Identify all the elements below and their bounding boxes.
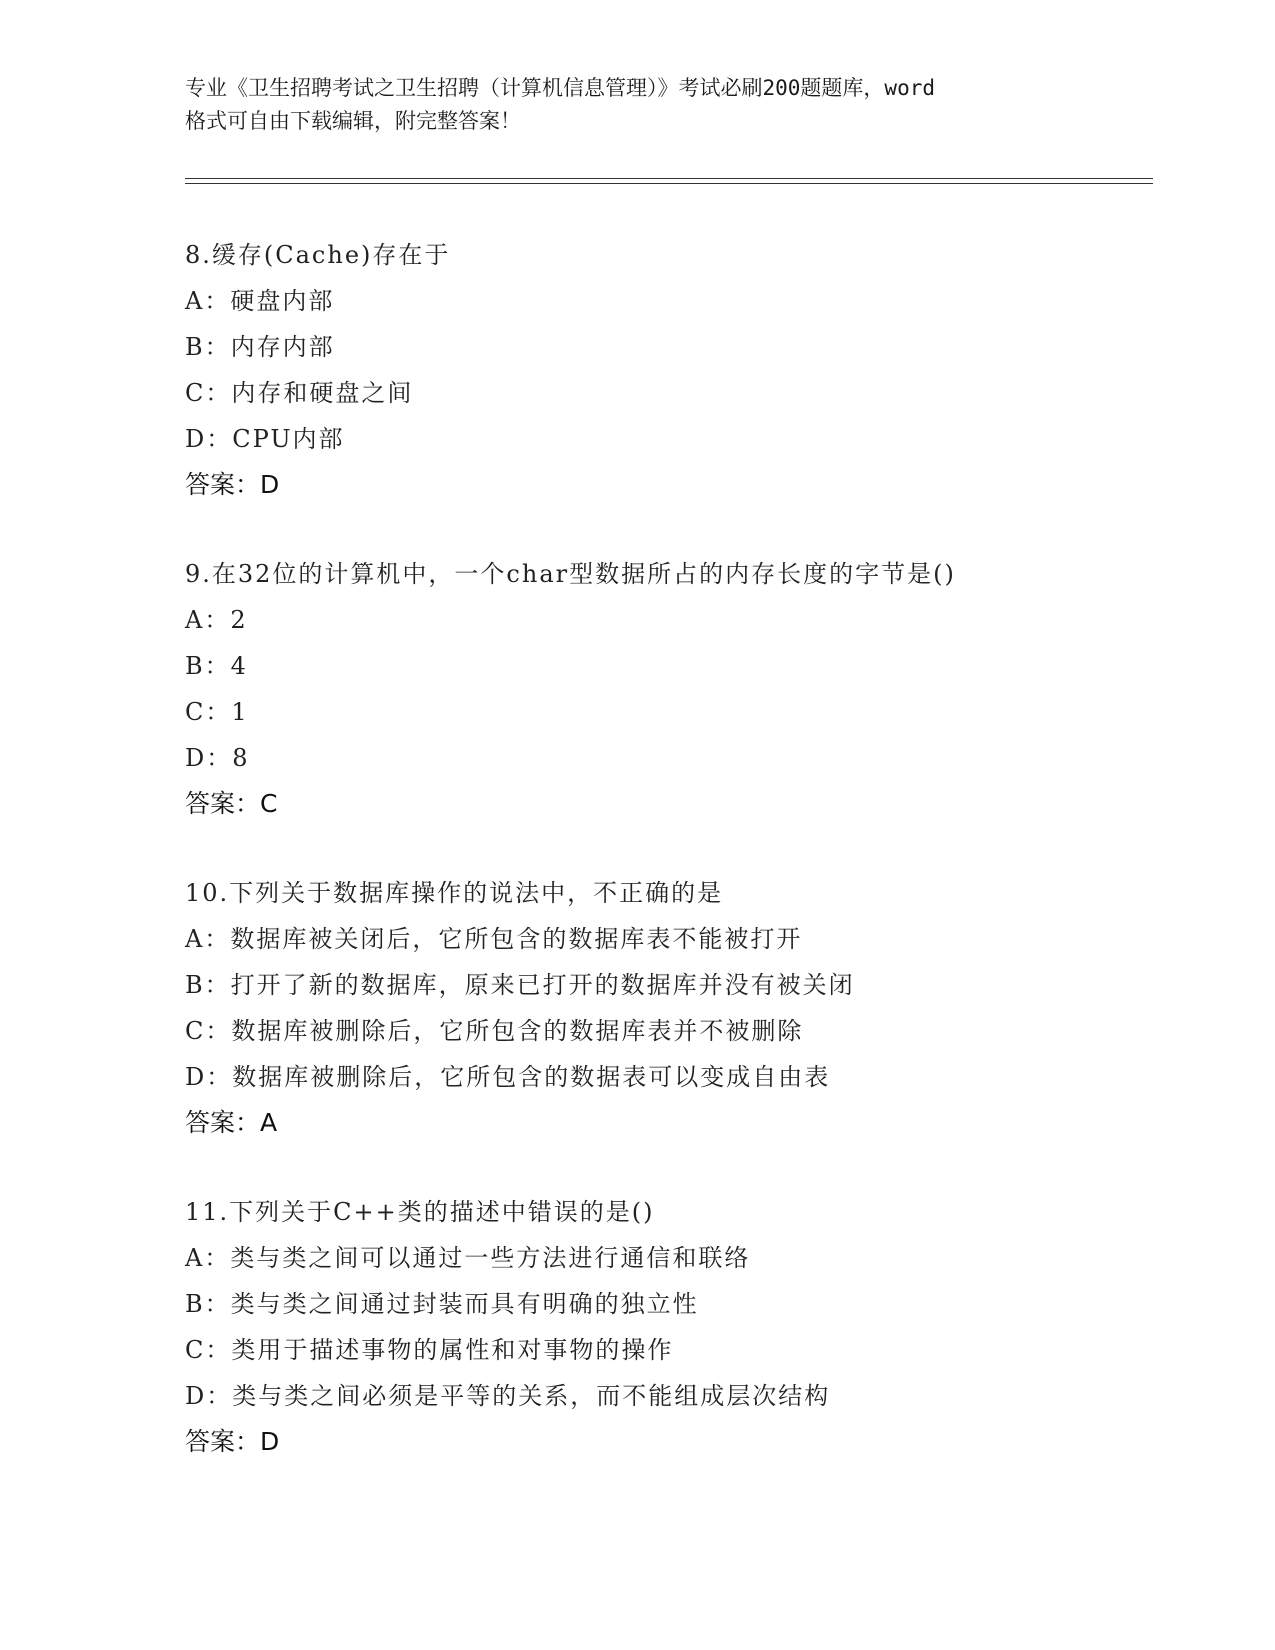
header-line-1: 专业《卫生招聘考试之卫生招聘（计算机信息管理）》考试必刷200题题库，word xyxy=(185,76,935,100)
question-stem: 10.下列关于数据库操作的说法中，不正确的是 xyxy=(185,879,724,907)
question-10 xyxy=(185,870,1145,1146)
option-d: D：数据库被删除后，它所包含的数据表可以变成自由表 xyxy=(185,1063,831,1091)
question-9 xyxy=(185,551,1145,827)
option-b: B：打开了新的数据库，原来已打开的数据库并没有被关闭 xyxy=(185,971,855,999)
document-header xyxy=(185,72,1085,138)
option-a: A：2 xyxy=(185,606,248,634)
answer-line: 答案：D xyxy=(185,1427,280,1456)
question-stem: 9.在32位的计算机中，一个char型数据所占的内存长度的字节是() xyxy=(185,560,956,588)
option-c: C：数据库被删除后，它所包含的数据库表并不被删除 xyxy=(185,1017,804,1045)
option-d: D：8 xyxy=(185,744,250,772)
question-stem: 8.缓存(Cache)存在于 xyxy=(185,241,451,269)
option-b: B：类与类之间通过封装而具有明确的独立性 xyxy=(185,1290,699,1318)
answer-line: 答案：D xyxy=(185,470,280,499)
option-d: D：CPU内部 xyxy=(185,425,345,453)
option-c: C：内存和硬盘之间 xyxy=(185,379,414,407)
question-stem: 11.下列关于C++类的描述中错误的是() xyxy=(185,1198,655,1226)
option-c: C：1 xyxy=(185,698,249,726)
option-a: A：类与类之间可以通过一些方法进行通信和联络 xyxy=(185,1244,751,1272)
header-divider-bottom xyxy=(185,183,1153,184)
question-8 xyxy=(185,232,1145,508)
option-d: D：类与类之间必须是平等的关系，而不能组成层次结构 xyxy=(185,1382,831,1410)
header-line-2: 格式可自由下载编辑，附完整答案！ xyxy=(185,109,521,133)
header-divider-top xyxy=(185,178,1153,179)
option-a: A：硬盘内部 xyxy=(185,287,335,315)
question-11 xyxy=(185,1189,1145,1465)
option-b: B：4 xyxy=(185,652,248,680)
answer-line: 答案：A xyxy=(185,1108,278,1137)
option-a: A：数据库被关闭后，它所包含的数据库表不能被打开 xyxy=(185,925,803,953)
option-c: C：类用于描述事物的属性和对事物的操作 xyxy=(185,1336,674,1364)
answer-line: 答案：C xyxy=(185,789,278,818)
option-b: B：内存内部 xyxy=(185,333,335,361)
